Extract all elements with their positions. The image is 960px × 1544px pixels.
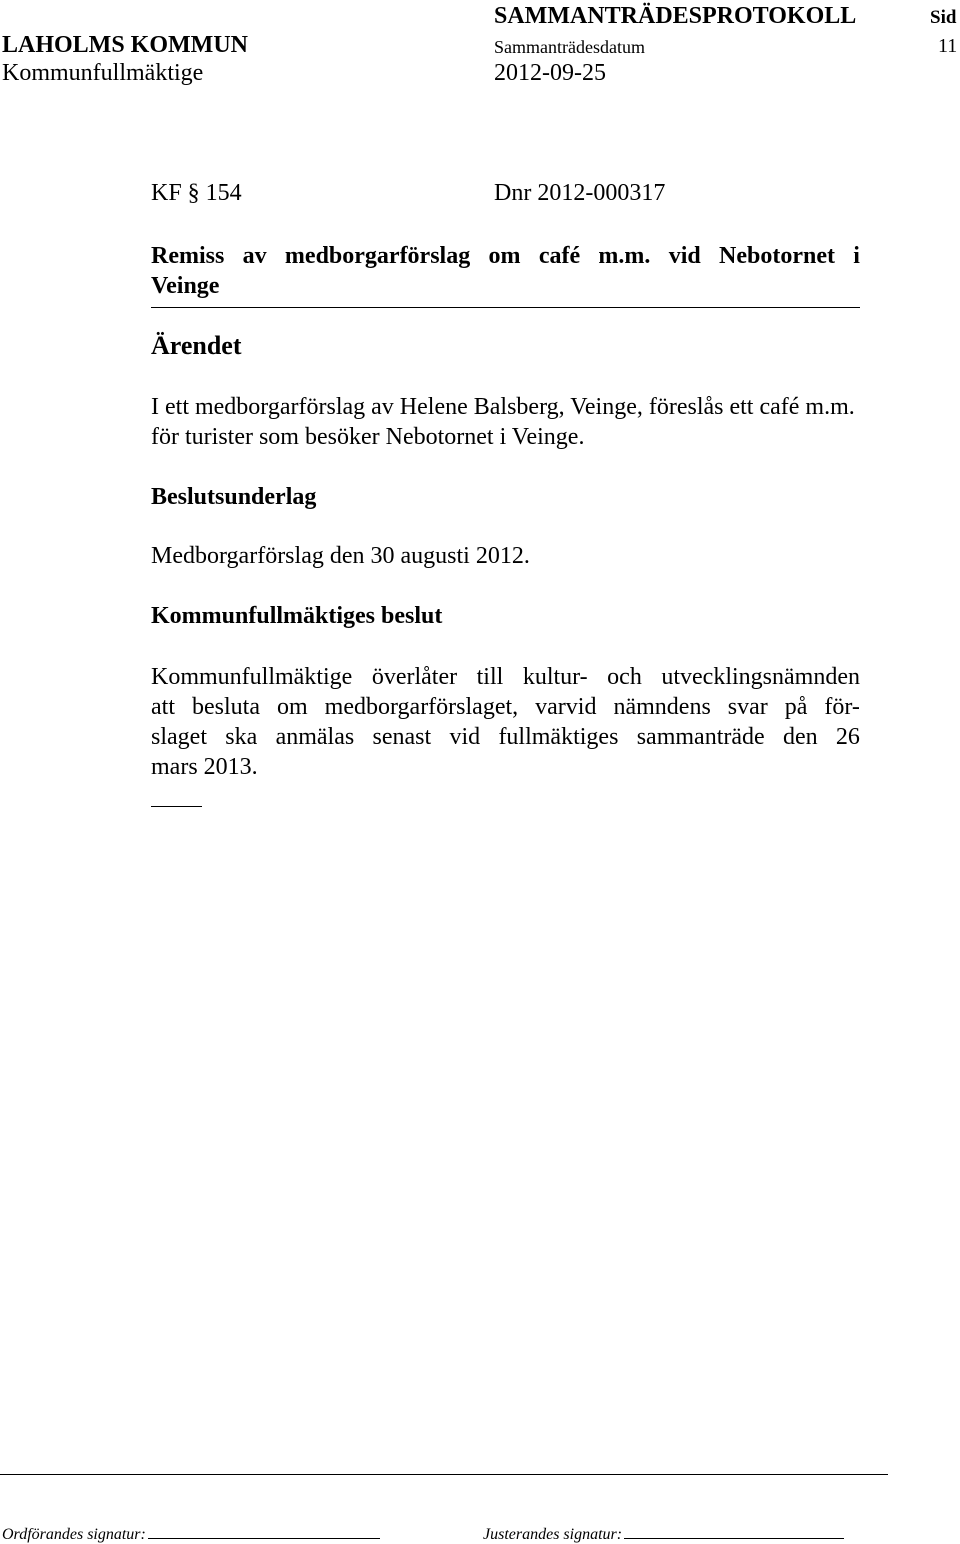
decision-line: mars 2013.: [151, 754, 258, 780]
title-word: i: [853, 243, 860, 269]
decision-word: senast: [372, 724, 432, 750]
decision-word: den: [782, 724, 818, 750]
decision-word: slaget: [151, 724, 207, 750]
section-text-arendet: I ett medborgarförslag av Helene Balsberg, Veinge, föreslås ett café m.m. för turister som besöker Nebotornet i Veinge.: [151, 394, 855, 450]
title-word: Remiss: [151, 243, 225, 269]
decision-word: besluta: [192, 694, 260, 720]
chair-signature-line: [148, 1524, 380, 1539]
decision-word: att: [151, 694, 175, 720]
section-text-beslutsunderlag: Medborgarförslag den 30 augusti 2012.: [151, 543, 530, 569]
adjuster-signature-line: [624, 1524, 844, 1539]
decision-word: överlåter: [371, 664, 458, 690]
title-word: om: [488, 243, 521, 269]
decision-line: [151, 692, 860, 722]
decision-word: medborgarförslaget,: [324, 694, 519, 720]
title-word: medborgarförslag: [284, 243, 471, 269]
title-word: Nebotornet: [719, 243, 835, 269]
section-heading-arendet: Ärendet: [151, 331, 242, 360]
decision-word: på: [784, 694, 808, 720]
chair-signature-label: Ordförandes signatur:: [2, 1526, 146, 1543]
matter-title: [151, 241, 860, 308]
decision-word: till: [476, 664, 504, 690]
decision-line: [151, 662, 860, 692]
page-label: Sid: [930, 7, 957, 28]
governing-body: Kommunfullmäktige: [2, 60, 204, 86]
protocol-type: SAMMANTRÄDESPROTOKOLL: [494, 3, 857, 29]
page-number: 11: [938, 35, 958, 57]
decision-word: och: [607, 664, 642, 690]
adjuster-signature-label: Justerandes signatur:: [483, 1526, 623, 1543]
decision-word: utvecklingsnämnden: [661, 664, 860, 690]
decision-word: för-: [824, 694, 860, 720]
title-word: café: [538, 243, 581, 269]
title-word: vid: [668, 243, 701, 269]
matter-title-line-1: [151, 241, 860, 271]
title-word: m.m.: [598, 243, 651, 269]
decision-line: [151, 722, 860, 752]
decision-word: om: [276, 694, 308, 720]
title-word: av: [242, 243, 267, 269]
decision-word: vid: [449, 724, 481, 750]
matter-title-line-2: Veinge: [151, 273, 220, 299]
footer-divider: [0, 1474, 888, 1475]
decision-word: kultur-: [522, 664, 588, 690]
meeting-date: 2012-09-25: [494, 60, 606, 86]
decision-word: ska: [225, 724, 258, 750]
decision-word: sammanträde: [636, 724, 765, 750]
meeting-date-label: Sammanträdesdatum: [494, 37, 645, 57]
section-heading-beslutsunderlag: Beslutsunderlag: [151, 484, 317, 510]
diary-number: Dnr 2012-000317: [494, 180, 666, 206]
chair-signature: [2, 1524, 380, 1544]
section-heading-decision: Kommunfullmäktiges beslut: [151, 603, 443, 629]
section-text-decision: [151, 662, 860, 782]
organization-name: LAHOLMS KOMMUN: [2, 32, 248, 58]
paragraph-number: KF § 154: [151, 180, 242, 206]
adjuster-signature: [483, 1524, 844, 1544]
decision-word: Kommunfullmäktige: [151, 664, 353, 690]
decision-word: anmälas: [275, 724, 355, 750]
decision-word: svar: [727, 694, 768, 720]
end-of-paragraph-rule: [151, 806, 202, 807]
decision-word: fullmäktiges: [498, 724, 619, 750]
decision-word: 26: [835, 724, 860, 750]
decision-word: nämndens: [613, 694, 711, 720]
decision-word: varvid: [535, 694, 597, 720]
